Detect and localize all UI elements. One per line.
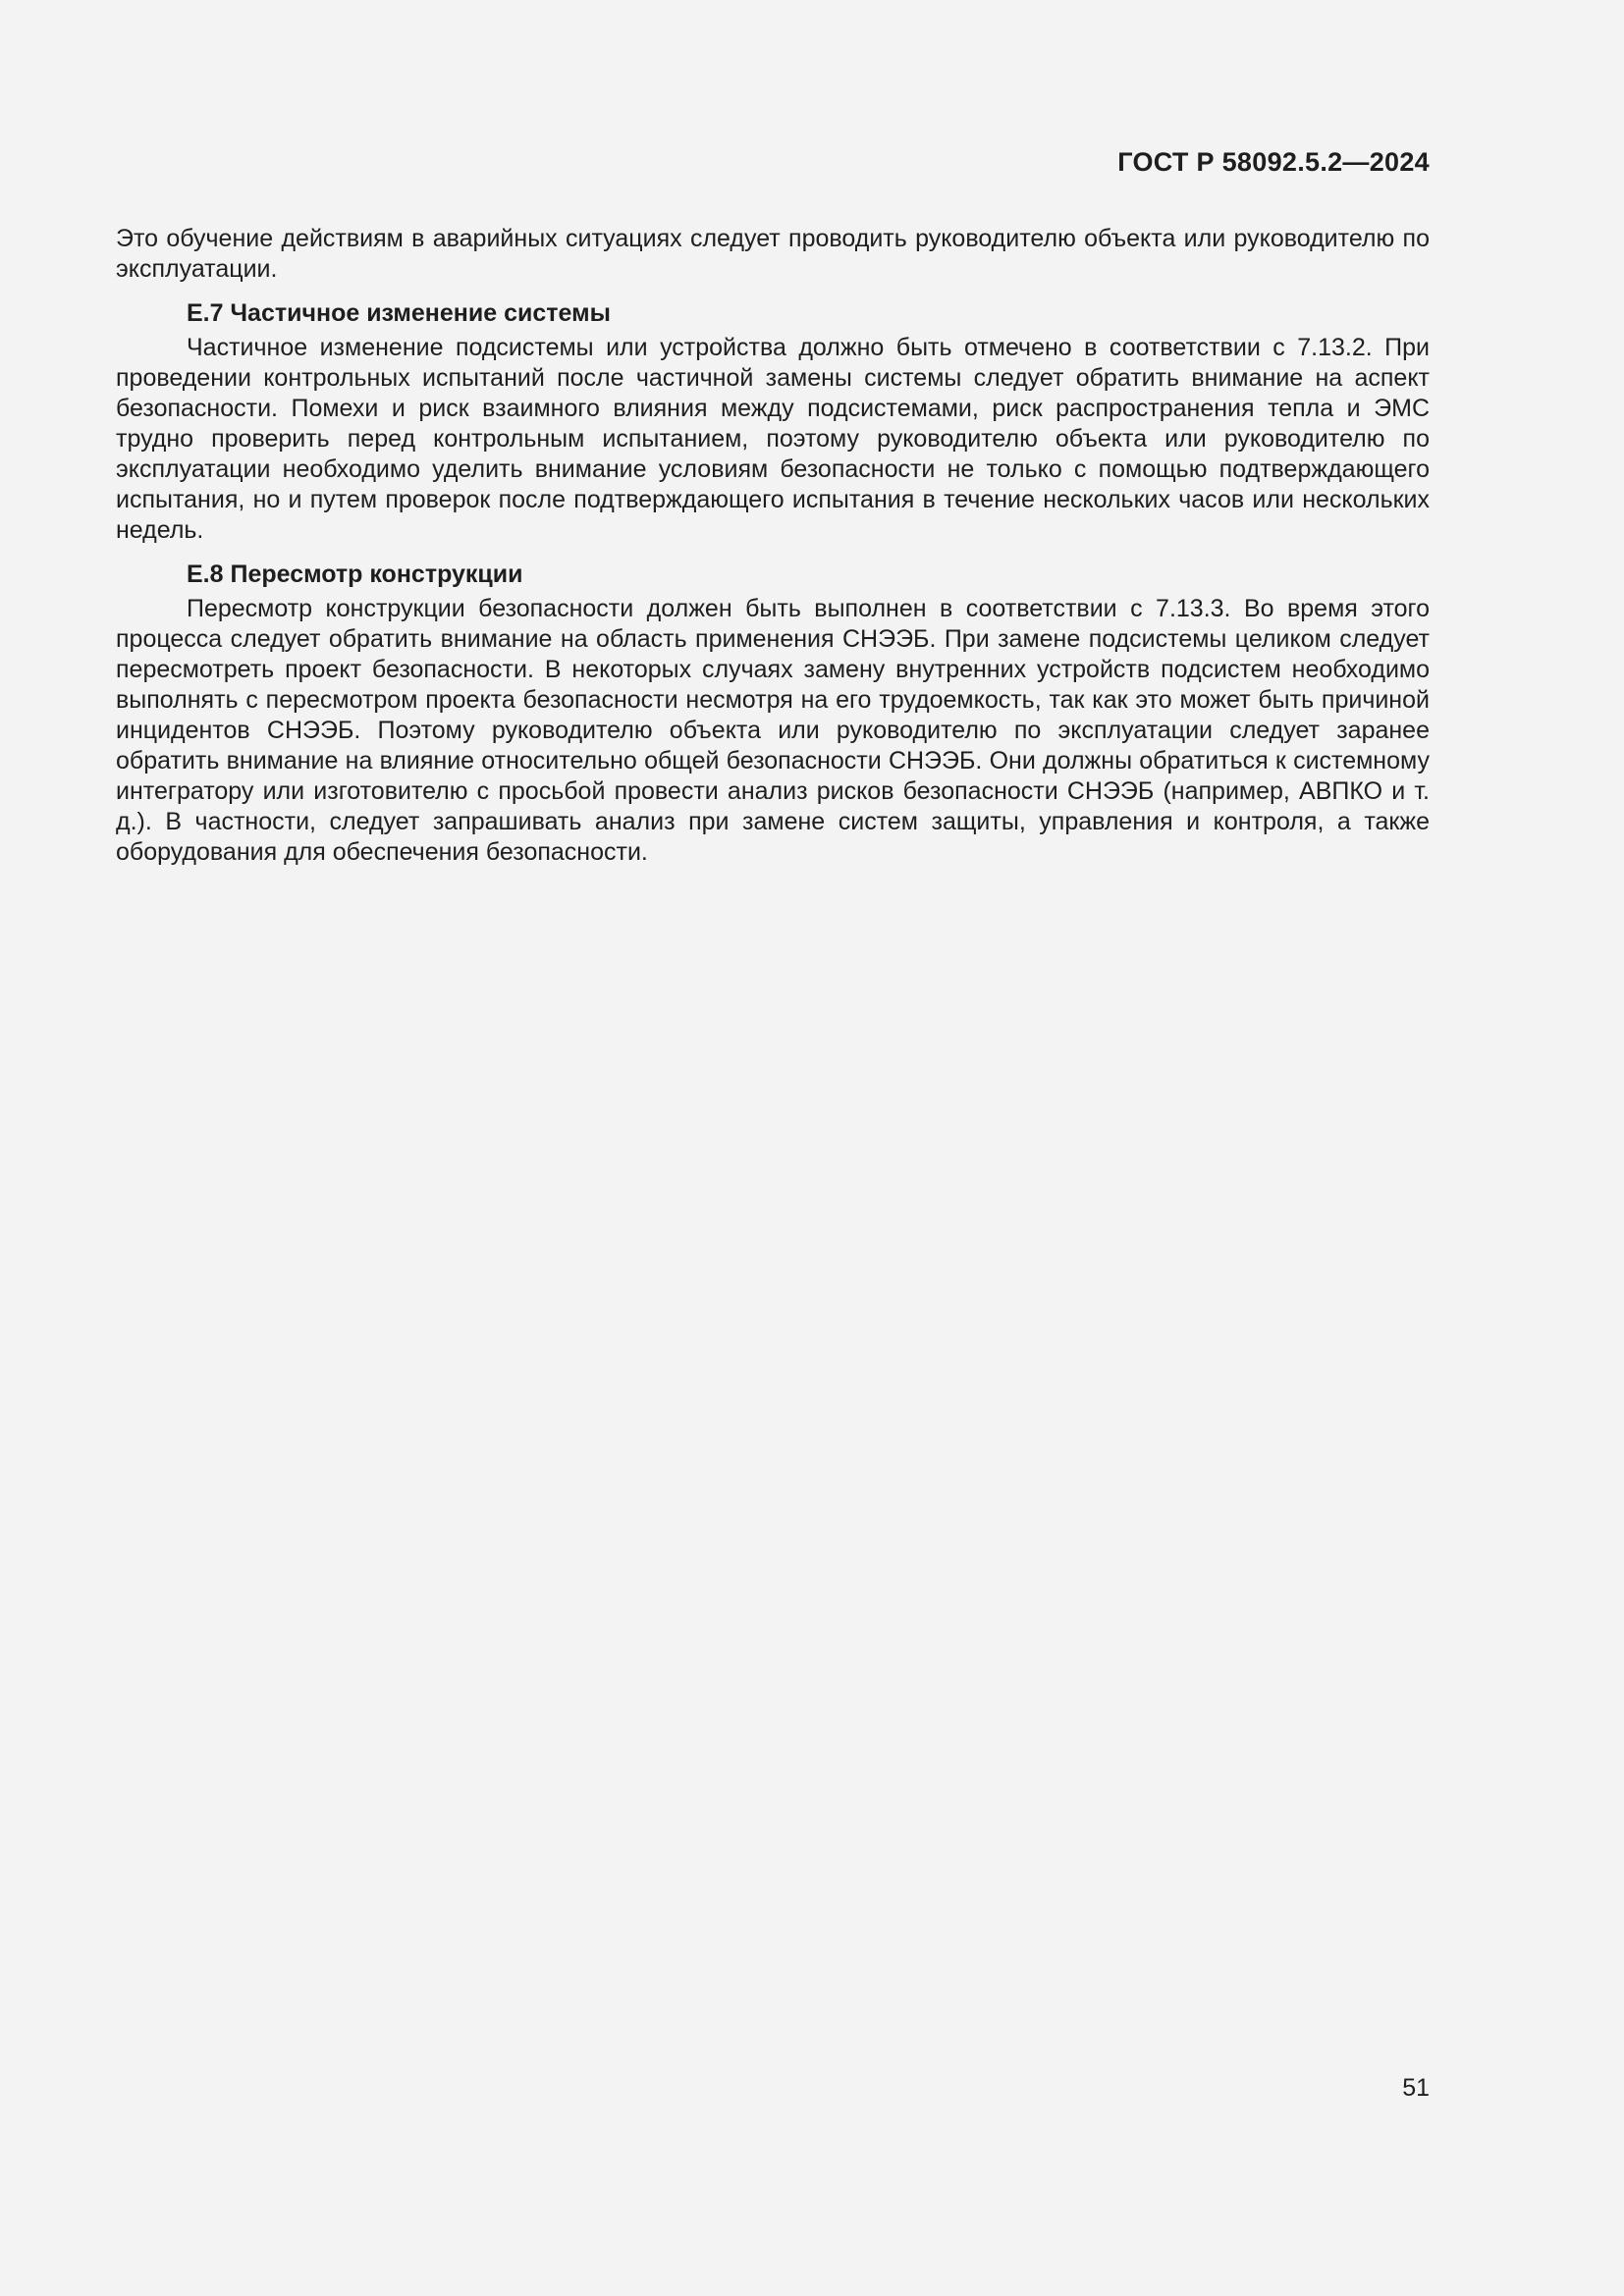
section-body-e7: Частичное изменение подсистемы или устройства должно быть отмечено в соответствии с 7.13.2. При проведении контрольных испытаний после частичной замены системы следует обратить внимание на аспект безопасности. Помехи и риск взаимного влияния между подсистемами, риск распространения тепла и ЭМС трудно проверить перед контрольным испытанием, поэтому руководителю объекта или руководителю по эксплуатации необходимо уделить внимание условиям безопасности не только с помощью подтверждающего испытания, но и путем проверок после подтверждающего испытания в течение нескольких часов или нескольких недель.: [116, 334, 1430, 544]
section-heading-e8: Е.8 Пересмотр конструкции: [187, 561, 523, 588]
intro-paragraph: Это обучение действиям в аварийных ситуациях следует проводить руководителю объекта или руководителю по эксплуатации.: [116, 225, 1430, 283]
section-heading-e7: Е.7 Частичное изменение системы: [187, 299, 611, 327]
document-code-header: ГОСТ Р 58092.5.2—2024: [1117, 147, 1430, 177]
page-content: [116, 224, 1430, 868]
section-body-e8: Пересмотр конструкции безопасности должен быть выполнен в соответствии с 7.13.3. Во время этого процесса следует обратить внимание на область применения СНЭЭБ. При замене подсистемы целиком следует пересмотреть проект безопасности. В некоторых случаях замену внутренних устройств подсистем необходимо выполнять с пересмотром проекта безопасности несмотря на его трудоемкость, так как это может быть причиной инцидентов СНЭЭБ. Поэтому руководителю объекта или руководителю по эксплуатации следует заранее обратить внимание на влияние относительно общей безопасности СНЭЭБ. Они должны обратиться к системному интегратору или изготовителю с просьбой провести анализ рисков безопасности СНЭЭБ (например, АВПКО и т. д.). В частности, следует запрашивать анализ при замене систем защиты, управления и контроля, а также оборудования для обеспечения безопасности.: [116, 595, 1430, 866]
page-number: 51: [1402, 2074, 1430, 2102]
